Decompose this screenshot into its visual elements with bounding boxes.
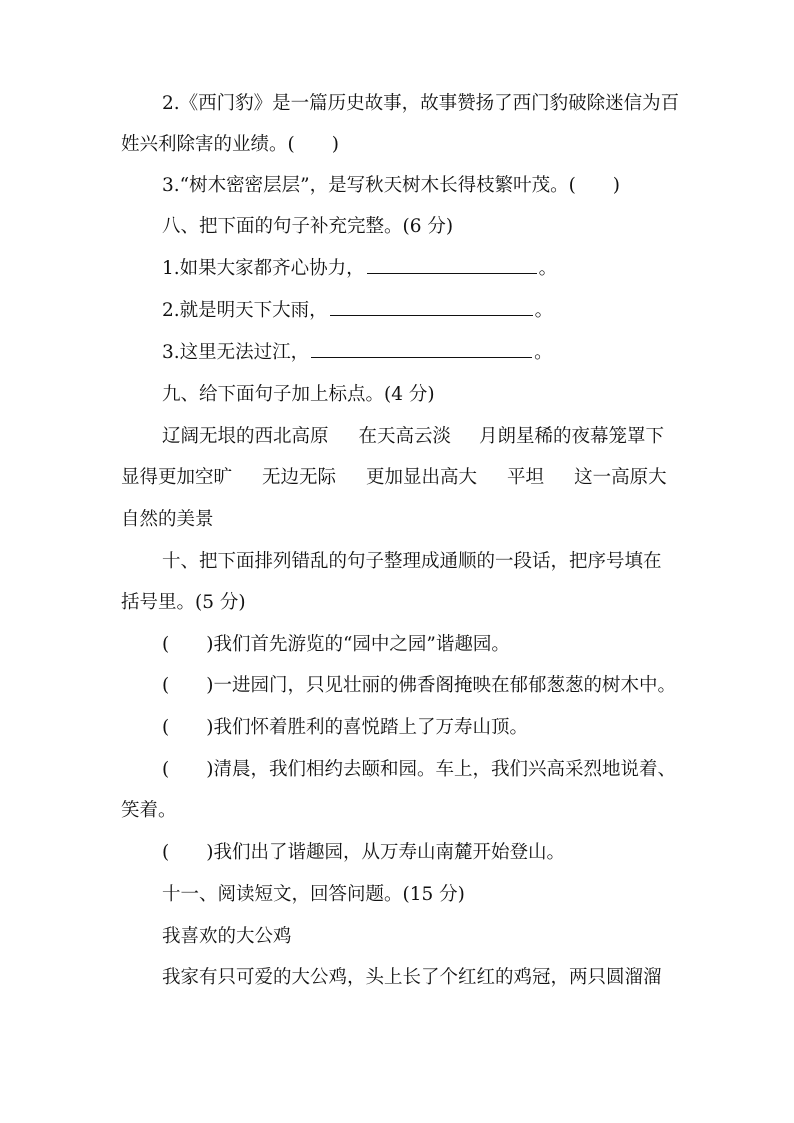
q9-heading: 九、给下面句子加上标点。(4 分) [162, 384, 435, 405]
q10-item-4-answer-box[interactable]: ( ) [162, 759, 214, 780]
q10-item-5 [162, 841, 565, 865]
q8-item2-end: 。 [534, 300, 554, 321]
q10-heading-line1: 十、把下面排列错乱的句子整理成通顺的一段话，把序号填在 [162, 551, 662, 572]
q11-passage-title: 我喜欢的大公鸡 [162, 926, 292, 947]
q10-item-1-text: 我们首先游览的“园中之园”谐趣园。 [213, 634, 510, 655]
q9-line2-seg5: 这一高原大 [574, 467, 667, 488]
q8-item3 [162, 341, 553, 365]
q10-item-5-text: 我们出了谐趣园，从万寿山南麓开始登山。 [213, 842, 565, 863]
q8-item2-blank[interactable] [330, 299, 533, 316]
q9-line2-seg2: 无边无际 [262, 467, 337, 488]
q10-item-4-text: 清晨，我们相约去颐和园。车上，我们兴高采烈地说着、 [213, 759, 676, 780]
q8-item1-blank[interactable] [367, 257, 537, 274]
q9-line1 [162, 425, 664, 449]
q10-item-1-answer-box[interactable]: ( ) [162, 634, 214, 655]
q9-line2 [121, 466, 667, 490]
q10-item-3-text: 我们怀着胜利的喜悦踏上了万寿山顶。 [213, 717, 528, 738]
q9-line1-seg2: 在天高云淡 [358, 426, 452, 447]
q10-item-2 [162, 674, 676, 698]
q10-heading-line2: 括号里。(5 分) [121, 592, 246, 613]
q10-item-4 [162, 758, 676, 782]
q10-item-4-continued: 笑着。 [121, 800, 177, 821]
q8-item3-text: 3.这里无法过江， [162, 342, 310, 363]
q8-item3-end: 。 [534, 342, 553, 363]
q9-line2-seg4: 平坦 [507, 467, 545, 488]
q8-heading: 八、把下面的句子补充完整。(6 分) [162, 216, 454, 237]
q10-item-3-answer-box[interactable]: ( ) [162, 717, 214, 738]
q8-item1-end: 。 [538, 258, 558, 279]
q10-item-3 [162, 716, 528, 740]
q8-item1 [162, 257, 557, 281]
q9-line1-seg1: 辽阔无垠的西北高原 [162, 426, 329, 447]
q9-line2-seg3: 更加显出高大 [366, 467, 478, 488]
q10-item-1 [162, 633, 510, 657]
q10-item-2-answer-box[interactable]: ( ) [162, 675, 214, 696]
q11-passage-line1: 我家有只可爱的大公鸡，头上长了个红红的鸡冠，两只圆溜溜 [162, 967, 662, 988]
q11-heading: 十一、阅读短文，回答问题。(15 分) [162, 884, 465, 905]
q7-item3: 3.“树木密密层层”，是写秋天树木长得枝繁叶茂。( ) [162, 175, 621, 196]
q8-item2-text: 2.就是明天下大雨， [162, 300, 328, 321]
q7-item2-line1: 2.《西门豹》是一篇历史故事，故事赞扬了西门豹破除迷信为百 [162, 93, 680, 114]
q9-line1-seg3: 月朗星稀的夜幕笼罩下 [479, 426, 665, 447]
q8-item3-blank[interactable] [311, 341, 532, 358]
q10-item-5-answer-box[interactable]: ( ) [162, 842, 214, 863]
q10-item-2-text: 一进园门，只见壮丽的佛香阁掩映在郁郁葱葱的树木中。 [213, 675, 676, 696]
q9-line2-seg1: 显得更加空旷 [121, 467, 233, 488]
q8-item1-text: 1.如果大家都齐心协力， [162, 258, 365, 279]
q9-line3: 自然的美景 [121, 509, 214, 530]
q7-item2-line2: 姓兴利除害的业绩。( ) [121, 134, 339, 155]
q8-item2 [162, 299, 553, 323]
